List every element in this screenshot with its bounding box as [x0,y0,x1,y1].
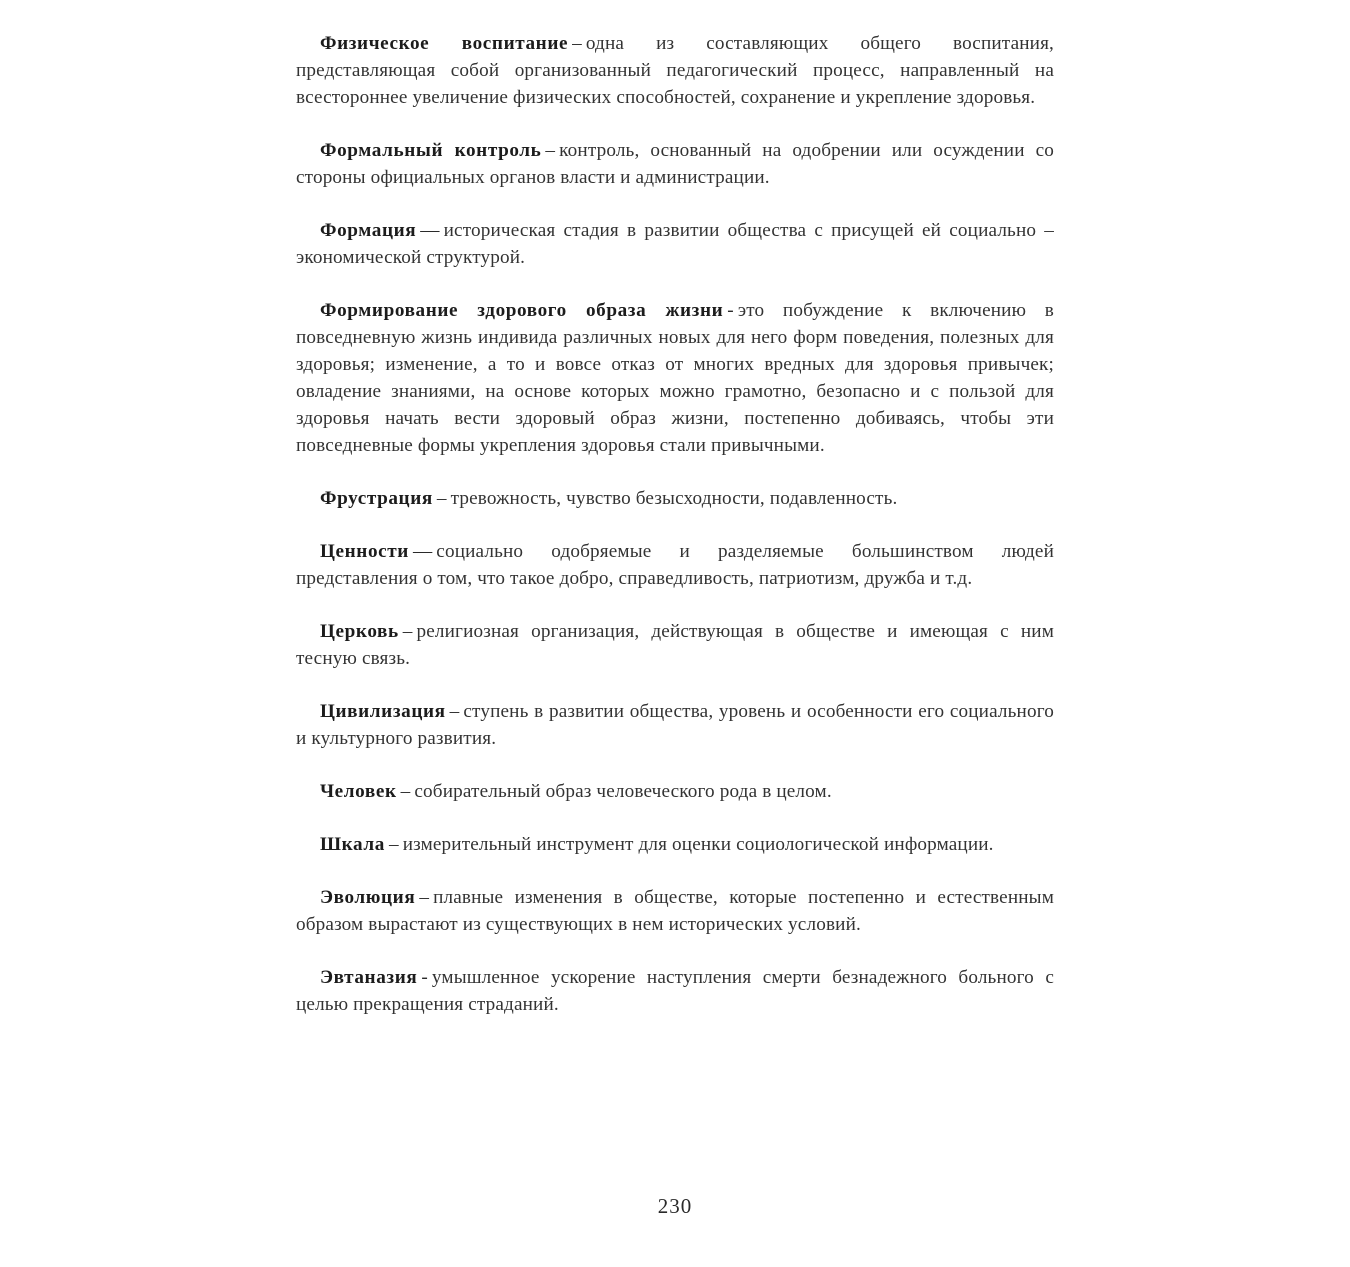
glossary-definition: религиозная организация, действующая в обществе и имеющая с ним тесную связь. [296,621,1054,669]
glossary-definition: ступень в развитии общества, уровень и особенности его социального и культурного развития. [296,701,1054,749]
glossary-entry-physical-education [296,30,1054,111]
glossary-definition: контроль, основанный на одобрении или осуждении со стороны официальных органов власти и администрации. [296,140,1055,188]
page-number: 230 [657,1194,693,1218]
glossary-term: Человек [320,781,397,802]
glossary-entry-formation [296,217,1054,271]
term-separator: – [388,834,399,855]
glossary-entry-human [296,778,1054,805]
term-separator: – [449,701,460,722]
term-separator: - [421,967,428,988]
glossary-entry-evolution [296,884,1054,938]
glossary-definition: измерительный инструмент для оценки социологической информации. [402,834,994,855]
glossary-entry-euthanasia [296,964,1054,1018]
glossary-term: Ценности [320,541,409,562]
glossary-term: Фрустрация [320,488,433,509]
glossary-definition: плавные изменения в обществе, которые постепенно и естественным образом вырастают из существующих в нем исторических условий. [296,887,1054,935]
glossary-definition: умышленное ускорение наступления смерти безнадежного больного с целью прекращения страданий. [296,967,1054,1015]
glossary-term: Формация [320,220,417,241]
term-separator: – [572,33,582,54]
glossary-entry-values [296,538,1054,592]
glossary-term: Формирование здорового образа жизни [320,300,724,321]
glossary-term: Формальный контроль [320,140,542,161]
glossary-term: Цивилизация [320,701,446,722]
glossary-entry-frustration [296,485,1054,512]
term-separator: – [402,621,413,642]
glossary-term: Шкала [320,834,385,855]
term-separator: - [727,300,734,321]
term-separator: – [400,781,411,802]
term-separator: — [420,220,440,241]
glossary-page [296,30,1054,1044]
glossary-entry-civilization [296,698,1054,752]
glossary-entry-church [296,618,1054,672]
glossary-entry-formal-control [296,137,1054,191]
glossary-definition: собирательный образ человеческого рода в целом. [414,781,832,802]
glossary-definition: одна из составляющих общего воспитания, представляющая собой организованный педагогический процесс, направленный на всестороннее увеличение физических способностей, сохранение и укрепление здоровья. [296,33,1055,108]
glossary-definition: тревожность, чувство безысходности, подавленность. [450,488,898,509]
glossary-definition: это побуждение к включению в повседневную жизнь индивида различных новых для него форм поведения, полезных для здоровья; изменение, а то и вовсе отказ от многих вредных для здоровья привычек; овладение знаниями, на основе которых можно грамотно, безопасно и с пользой для здоровья начать вести здоровый образ жизни, постепенно добиваясь, чтобы эти повседневные формы укрепления здоровья стали привычными. [296,300,1054,456]
glossary-term: Эвтаназия [320,967,418,988]
term-separator: — [412,541,433,562]
term-separator: – [436,488,447,509]
glossary-term: Церковь [320,621,399,642]
glossary-entry-healthy-lifestyle [296,297,1054,459]
glossary-term: Эволюция [320,887,416,908]
term-separator: – [545,140,556,161]
glossary-entry-scale [296,831,1054,858]
glossary-term: Физическое воспитание [320,33,569,54]
term-separator: – [419,887,430,908]
glossary-definition: социально одобряемые и разделяемые большинством людей представления о том, что такое добро, справедливость, патриотизм, дружба и т.д. [296,541,1054,589]
glossary-definition: историческая стадия в развитии общества с присущей ей социально – экономической структурой. [296,220,1054,268]
